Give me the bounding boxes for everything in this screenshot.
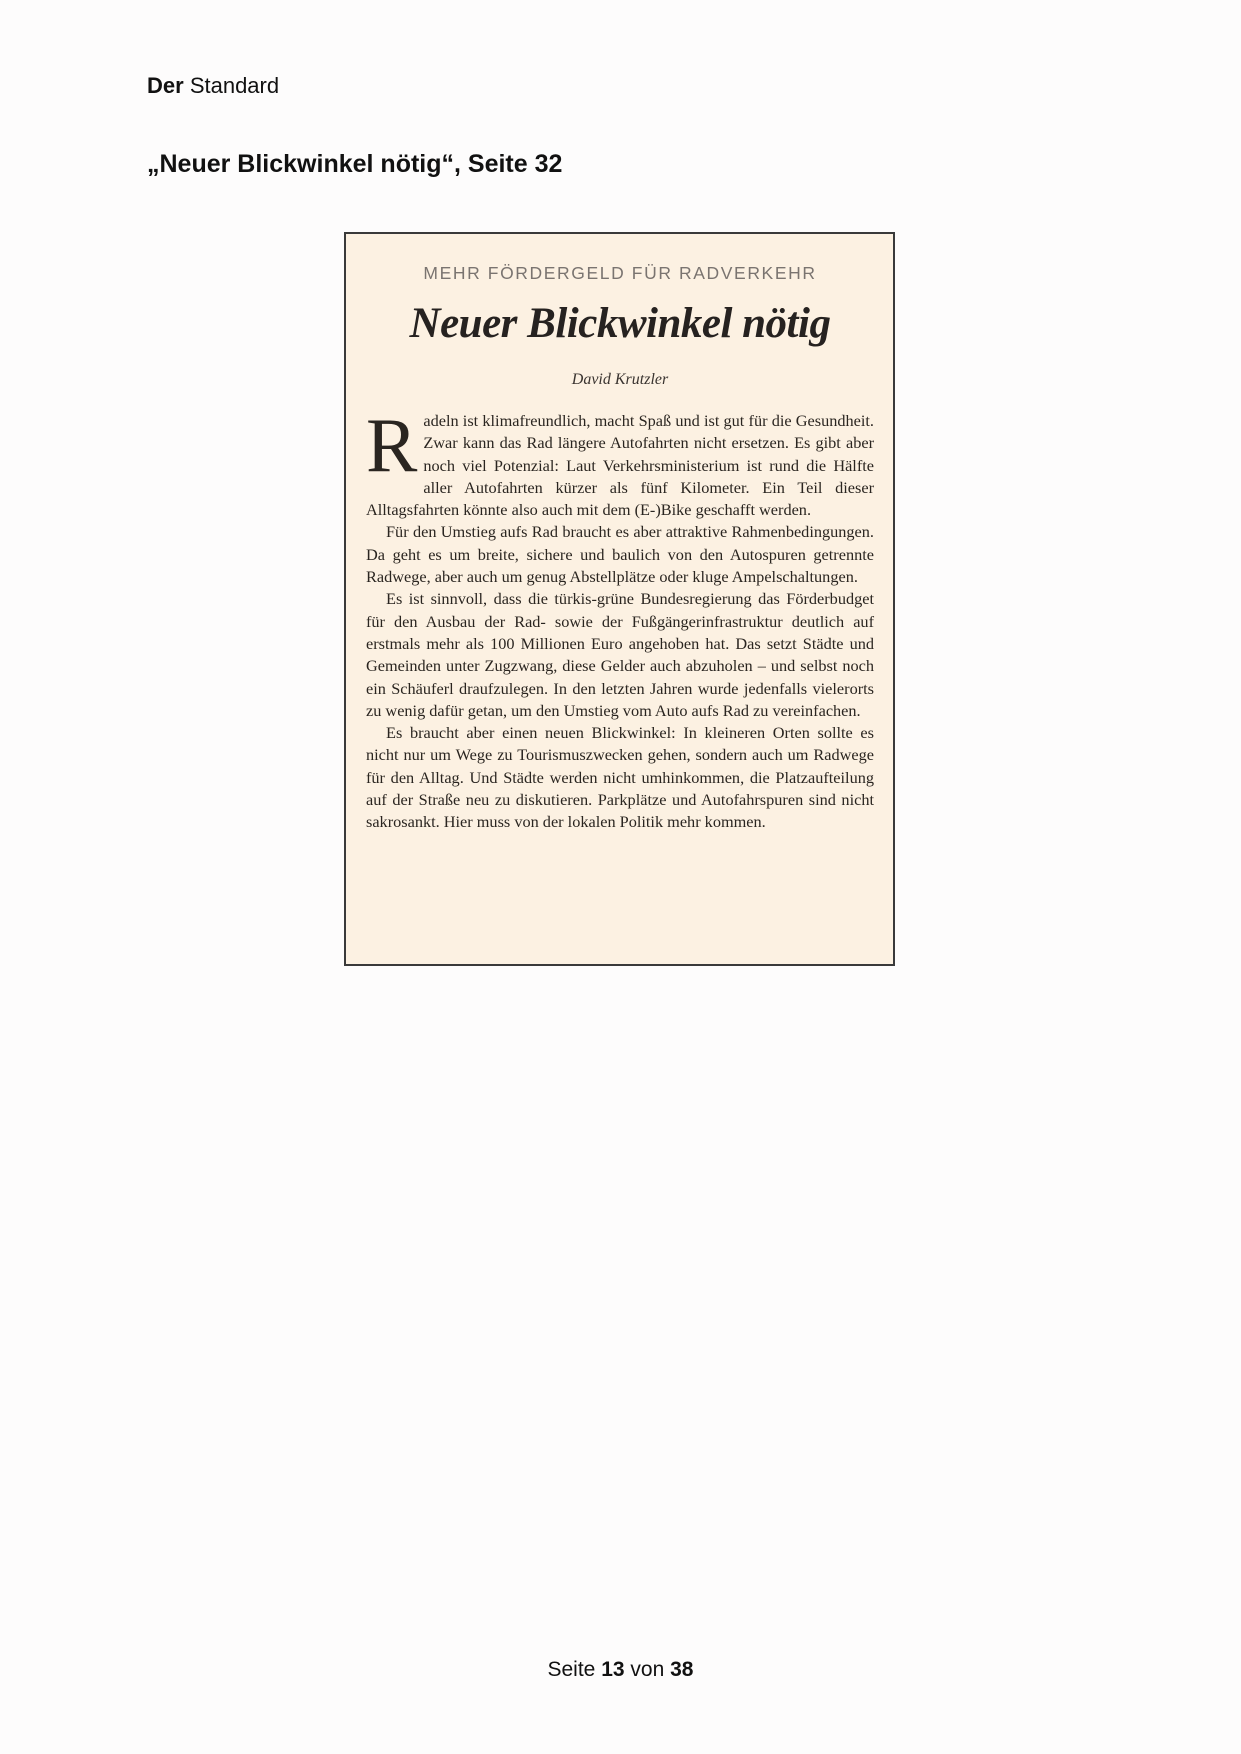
article-paragraph-2: Für den Umstieg aufs Rad braucht es aber attraktive Rahmenbedingungen. Da geht es um breite, sichere und baulich von den Autospuren getrennte Radwege, aber auch um genug Abstellplätze oder kluge Ampelschaltungen. [366, 522, 874, 587]
source-name-bold: Der [147, 73, 184, 98]
article-author: David Krutzler [571, 371, 669, 388]
source-line [147, 72, 279, 100]
footer-prefix: Seite [547, 1658, 596, 1681]
article-paragraph-1 [366, 402, 874, 521]
drop-cap: R [366, 402, 418, 488]
article-paragraph-4: Es braucht aber einen neuen Blickwinkel: In kleineren Orten sollte es nicht nur um Wege zu Tourismuszwecken gehen, sondern auch um Radwege für den Alltag. Und Städte werden nicht umhinkommen, die Platzaufteilung auf der Straße neu zu diskutieren. Parkplätze und Autofahrspuren sind nicht sakrosankt. Hier muss von der lokalen Politik mehr kommen. [366, 723, 874, 832]
article-kicker: MEHR FÖRDERGELD FÜR RADVERKEHR [423, 263, 817, 283]
newspaper-clipping [344, 232, 895, 966]
article-paragraph-3: Es ist sinnvoll, dass die türkis-grüne Bundesregierung das Förderbudget für den Ausbau der Rad- sowie der Fußgängerinfrastruktur deutlich auf erstmals mehr als 100 Millionen Euro angehoben hat. Das setzt Städte und Gemeinden unter Zugzwang, diese Gelder auch abzuholen – und selbst noch ein Schäuferl draufzulegen. In den letzten Jahren wurde jedenfalls vielerorts zu wenig dafür getan, um den Umstieg vom Auto aufs Rad zu vereinfachen. [366, 589, 874, 720]
page-footer [0, 1657, 1241, 1683]
article-headline: Neuer Blickwinkel nötig [409, 300, 831, 347]
document-title: „Neuer Blickwinkel nötig“, Seite 32 [147, 150, 563, 178]
footer-middle: von [630, 1658, 665, 1681]
article-body [366, 402, 874, 834]
paragraph-text: adeln ist klimafreundlich, macht Spaß und ist gut für die Gesundheit. Zwar kann das Rad längere Autofahrten nicht ersetzen. Es gibt aber noch viel Potenzial: Laut Verkehrsministerium ist rund die Hälfte aller Autofahrten kürzer als fünf Kilometer. Ein Teil dieser Alltagsfahrten könnte also auch mit dem (E-)Bike geschafft werden. [366, 411, 874, 520]
footer-page-total: 38 [670, 1658, 694, 1681]
source-name-rest: Standard [189, 73, 280, 98]
footer-page-number: 13 [601, 1658, 625, 1681]
